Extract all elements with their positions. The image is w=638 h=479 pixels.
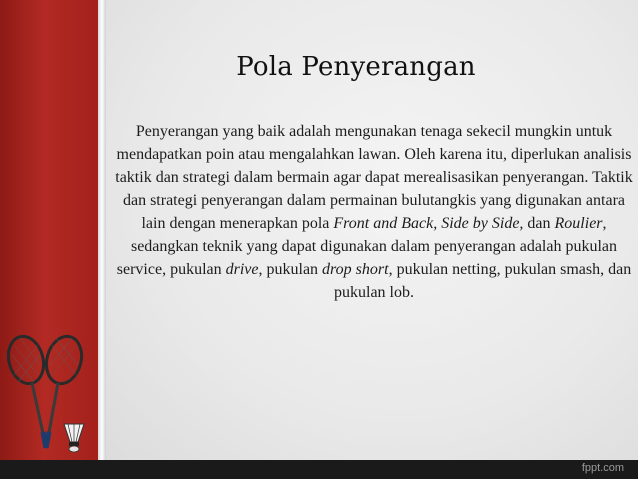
slide-title: Pola Penyerangan (236, 52, 476, 82)
paragraph-text: , pukulan (258, 261, 323, 278)
badminton-rackets-icon (0, 320, 98, 460)
paragraph-italic-drop-short: drop short (322, 261, 389, 278)
paragraph-italic-pattern: Front and Back, Side by Side, (333, 215, 524, 232)
paragraph-italic-roulier: Roulier (554, 215, 603, 232)
panel-divider (98, 0, 106, 460)
paragraph-text: Penyerangan yang baik adalah mengunakan tenaga sekecil mungkin untuk mendapatkan poin atau mengalahkan lawan. Oleh karena itu, diperlukan analisis taktik dan strategi dalam bermain agar dapat merealisasikan penyerangan. Taktik dan strategi penyerangan dalam permainan bulutangkis yang digunakan antara lain dengan menerapkan pola (115, 123, 633, 232)
footer-brand: fppt.com (581, 462, 624, 474)
slide-paragraph (114, 120, 634, 304)
bottom-bar (0, 460, 638, 479)
paragraph-text: dan (523, 215, 555, 232)
paragraph-text: , pukulan netting, pukulan smash, dan pukulan lob. (334, 261, 632, 301)
paragraph-text: , sedangkan teknik yang dapat digunakan dalam penyerangan adalah pukulan service, pukulan (116, 215, 618, 278)
paragraph-italic-drive: drive (225, 261, 259, 278)
